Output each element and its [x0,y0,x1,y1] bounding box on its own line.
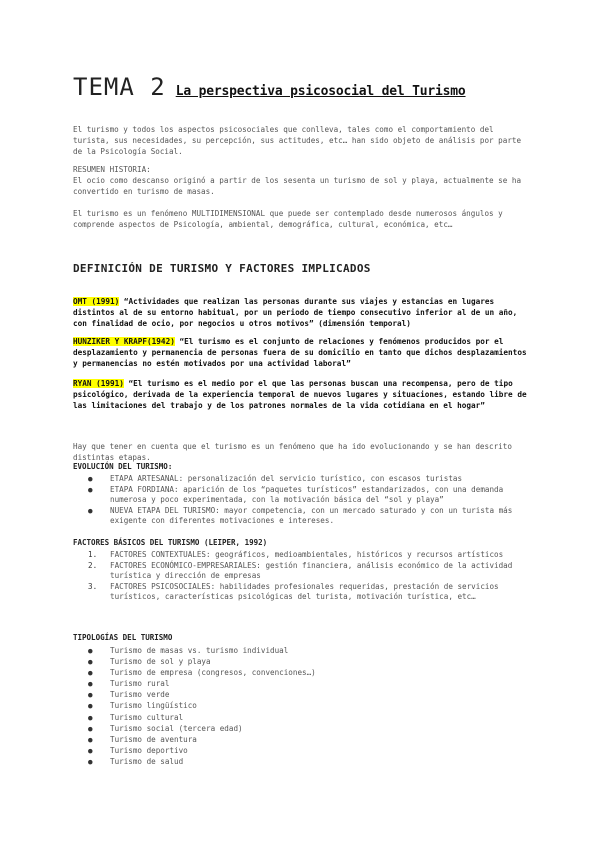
bullet-icon: ● [88,690,93,700]
list-item: ● NUEVA ETAPA DEL TURISMO: mayor competencia, con un mercado saturado y con un turista más exigente con diferentes motivaciones e intereses. [88,505,513,525]
bullet-icon: ● [88,712,93,722]
list-item: ● Turismo lingüístico [88,701,197,711]
list-item: ● Turismo de masas vs. turismo individual [88,646,289,655]
resumen-text: El ocio como descanso originó a partir de los sesenta un turismo de sol y playa, actualmente se ha convertido en turismo de masas. [73,176,522,196]
list-item: ● Turismo de salud [88,756,184,766]
list-item: 3. FACTORES PSICOSOCIALES: habilidades profesionales requeridas, prestación de servicios turísticos, características psicológicas del turista, motivación turística, etc… [88,581,499,601]
factors-list [88,550,528,603]
bullet-icon: ● [88,646,93,655]
definition-hunziker [73,336,529,369]
definition-author: OMT (1991) [73,297,120,306]
list-item: ● Turismo cultural [88,712,184,722]
tema-subtitle: La perspectiva psicosocial del Turismo [175,84,466,99]
list-item: 2. FACTORES ECONÓMICO-EMPRESARIALES: gestión financiera, análisis económico de la actividad turística y dirección de empresas [88,560,513,580]
list-item: ● Turismo de empresa (congresos, convenciones…) [88,668,316,678]
factors-heading: FACTORES BÁSICOS DEL TURISMO (LEIPER, 1992) [73,538,268,547]
typologies-heading: TIPOLOGÍAS DEL TURISMO [73,633,173,642]
list-number: 3. [88,581,98,591]
bullet-icon: ● [88,474,93,483]
list-number: 2. [88,560,98,570]
bullet-icon: ● [88,679,93,689]
definition-author: HUNZIKER Y KRAPF(1942) [73,337,175,346]
list-item: ● Turismo de aventura [88,734,197,744]
list-item: ● ETAPA FORDIANA: aparición de los “paquetes turísticos” estandarizados, con una demanda numerosa y poco experimentada, con la motivación básica del “sol y playa” [88,484,504,504]
definition-omt [73,296,529,329]
bullet-icon: ● [88,756,93,766]
definition-text: “El turismo es el conjunto de relaciones y fenómenos producidos por el desplazamiento y permanencia de personas fuera de su domicilio en tanto que dichos desplazamientos y permanencias no estén motivados por una actividad laboral” [73,337,527,368]
bullet-icon: ● [88,657,93,667]
definition-text: “Actividades que realizan las personas durante sus viajes y estancias en lugares distintos al de su entorno habitual, por un periodo de tiempo consecutivo inferior al de un año, con finalidad de ocio, por negocios u otros motivos” (dimensión temporal) [73,297,518,328]
bullet-icon: ● [88,668,93,678]
definition-text: “El turismo es el medio por el que las personas buscan una recompensa, pero de tipo psicológico, derivada de la experiencia temporal de nuevos lugares y situaciones, estando libre de las limitaciones del trabajo y de los patrones normales de la vida cotidiana en el hogar” [73,379,527,410]
bullet-icon: ● [88,734,93,744]
list-item: 1. FACTORES CONTEXTUALES: geográficos, medioambientales, históricos y recursos artísticos [88,550,504,559]
list-item: ● Turismo rural [88,679,170,689]
resumen-label: RESUMEN HISTORIA: [73,165,151,174]
definition-ryan [73,378,529,411]
bullet-icon: ● [88,484,93,494]
definition-author: RYAN (1991) [73,379,124,388]
bullet-icon: ● [88,723,93,733]
multidimensional-paragraph: El turismo es un fenómeno MULTIDIMENSIONAL que puede ser contemplado desde numerosos ángulos y comprende aspectos de Psicología, ambiental, demográfica, cultural, económica, etc… [73,209,503,229]
bullet-icon: ● [88,745,93,755]
list-item: ● Turismo de sol y playa [88,657,211,667]
evolution-list [88,474,528,527]
definitions-heading: DEFINICIÓN DE TURISMO Y FACTORES IMPLICADOS [73,262,371,275]
list-item: ● Turismo social (tercera edad) [88,723,243,733]
list-item: ● ETAPA ARTESANAL: personalización del servicio turístico, con escasos turistas [88,474,463,483]
evolution-intro: Hay que tener en cuenta que el turismo es un fenómeno que ha ido evolucionando y se han descrito distintas etapas. [73,442,512,462]
bullet-icon: ● [88,505,93,515]
tema-label: TEMA 2 [73,73,166,101]
page-title [73,73,466,101]
list-number: 1. [88,550,98,559]
list-item: ● Turismo verde [88,690,170,700]
list-item: ● Turismo deportivo [88,745,188,755]
bullet-icon: ● [88,701,93,711]
evolution-heading: EVOLUCIÓN DEL TURISMO: [73,462,173,471]
intro-paragraph: El turismo y todos los aspectos psicosociales que conlleva, tales como el comportamiento del turista, sus necesidades, su percepción, sus actitudes, etc… han sido objeto de análisis por parte de la Psicología Social. [73,125,522,156]
typologies-list [88,645,528,767]
